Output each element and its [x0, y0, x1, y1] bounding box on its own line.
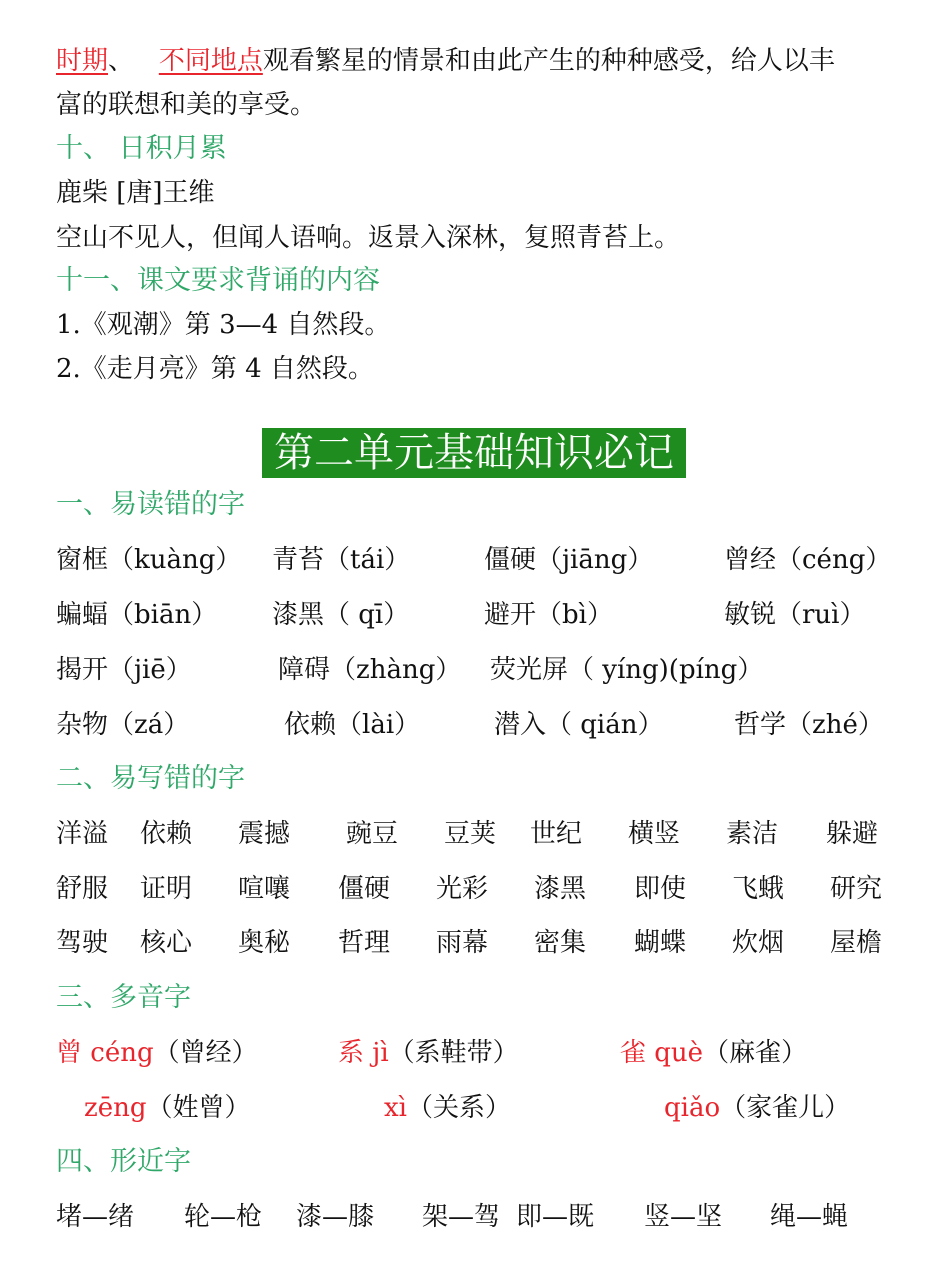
similar-char-pair: 竖—坚 [644, 1202, 723, 1232]
write-error-word: 世纪 [530, 819, 583, 849]
read-error-item: 哲学（zhé） [734, 710, 884, 740]
read-errors-heading: 一、易读错的字 [56, 489, 245, 520]
highlight-term-period: 时期 [56, 46, 109, 76]
similar-chars-heading: 四、形近字 [56, 1146, 191, 1177]
pinyin: què [654, 1038, 704, 1068]
poem-text: 空山不见人，但闻人语响。返景入深林，复照青苔上。 [56, 223, 681, 253]
pinyin: céng [90, 1038, 154, 1068]
example-word: （关系） [406, 1093, 511, 1123]
read-error-item: 漆黑（ qī） [272, 600, 410, 630]
write-error-word: 漆黑 [534, 874, 587, 904]
write-error-word: 依赖 [140, 819, 193, 849]
polyphone-reading [384, 1091, 511, 1125]
write-error-word: 证明 [140, 874, 193, 904]
write-error-word: 奥秘 [238, 928, 291, 958]
recite-item-1: 1.《观潮》第 3—4 自然段。 [56, 310, 391, 340]
similar-char-pair: 绳—蝇 [770, 1202, 849, 1232]
similar-char-pair: 堵—绪 [56, 1202, 135, 1232]
write-error-word: 洋溢 [56, 819, 109, 849]
write-error-word: 密集 [534, 928, 587, 958]
pinyin: xì [384, 1093, 407, 1123]
example-word: （姓曾） [146, 1093, 251, 1123]
write-error-word: 研究 [830, 874, 883, 904]
write-errors-heading: 二、易写错的字 [56, 763, 245, 794]
intro-rest: 观看繁星的情景和由此产生的种种感受，给人以丰 [262, 46, 835, 76]
read-error-item: 窗框（kuàng） [56, 545, 242, 575]
example-word: （系鞋带） [388, 1038, 519, 1068]
write-error-word: 核心 [140, 928, 193, 958]
write-error-word: 豆荚 [444, 819, 497, 849]
separator: 、 [108, 46, 135, 76]
write-error-word: 豌豆 [346, 819, 399, 849]
similar-char-pair: 架—驾 [422, 1202, 501, 1232]
read-error-item: 杂物（zá） [56, 710, 190, 740]
section-10-heading: 十、 日积月累 [56, 133, 227, 164]
polyphone-reading [338, 1036, 519, 1070]
read-error-item: 蝙蝠（biān） [56, 600, 218, 630]
write-error-word: 飞蛾 [732, 874, 785, 904]
read-error-item: 揭开（jiē） [56, 655, 192, 685]
read-error-item: 依赖（lài） [284, 710, 421, 740]
write-error-word: 蝴蝶 [634, 928, 687, 958]
read-error-item: 避开（bì） [484, 600, 613, 630]
pinyin: jì [372, 1038, 389, 1068]
read-error-item: 荧光屏（ yíng)(píng） [490, 655, 764, 685]
write-error-word: 僵硬 [338, 874, 391, 904]
polyphones-heading: 三、多音字 [56, 982, 191, 1013]
read-error-item: 僵硬（jiāng） [484, 545, 654, 575]
polyphone-reading [56, 1036, 258, 1070]
recite-item-2: 2.《走月亮》第 4 自然段。 [56, 354, 374, 384]
write-error-word: 屋檐 [830, 928, 883, 958]
write-error-word: 哲理 [338, 928, 391, 958]
similar-char-pair: 漆—膝 [296, 1202, 375, 1232]
write-error-word: 躲避 [826, 819, 879, 849]
write-error-word: 舒服 [56, 874, 109, 904]
example-word: （曾经） [153, 1038, 258, 1068]
poem-title: 鹿柴 [唐]王维 [56, 178, 215, 208]
intro-line-1 [56, 44, 835, 78]
similar-char-pair: 即—既 [516, 1202, 595, 1232]
polyphone-reading [84, 1091, 251, 1125]
polyphone-char: 雀 [620, 1038, 647, 1068]
polyphone-reading [664, 1091, 850, 1125]
read-error-item: 潜入（ qián） [494, 710, 664, 740]
write-error-word: 横竖 [628, 819, 681, 849]
write-error-word: 喧嚷 [238, 874, 291, 904]
example-word: （家雀儿） [720, 1093, 851, 1123]
intro-line-2: 富的联想和美的享受。 [56, 90, 317, 120]
polyphone-char: 系 [338, 1038, 365, 1068]
write-error-word: 驾驶 [56, 928, 109, 958]
write-error-word: 雨幕 [436, 928, 489, 958]
write-error-word: 震撼 [238, 819, 291, 849]
similar-char-pair: 轮—枪 [184, 1202, 263, 1232]
write-error-word: 即使 [634, 874, 687, 904]
polyphone-char: 曾 [56, 1038, 83, 1068]
unit-title-banner: 第二单元基础知识必记 [262, 428, 686, 478]
write-error-word: 炊烟 [732, 928, 785, 958]
read-error-item: 曾经（céng） [724, 545, 892, 575]
read-error-item: 青苔（tái） [272, 545, 411, 575]
pinyin: qiǎo [664, 1093, 721, 1123]
polyphone-reading [620, 1036, 807, 1070]
example-word: （麻雀） [703, 1038, 808, 1068]
write-error-word: 素洁 [726, 819, 779, 849]
highlight-term-places: 不同地点 [158, 46, 263, 76]
read-error-item: 敏锐（ruì） [724, 600, 866, 630]
write-error-word: 光彩 [436, 874, 489, 904]
pinyin: zēng [84, 1093, 147, 1123]
read-error-item: 障碍（zhàng） [278, 655, 462, 685]
section-11-heading: 十一、课文要求背诵的内容 [56, 265, 380, 296]
